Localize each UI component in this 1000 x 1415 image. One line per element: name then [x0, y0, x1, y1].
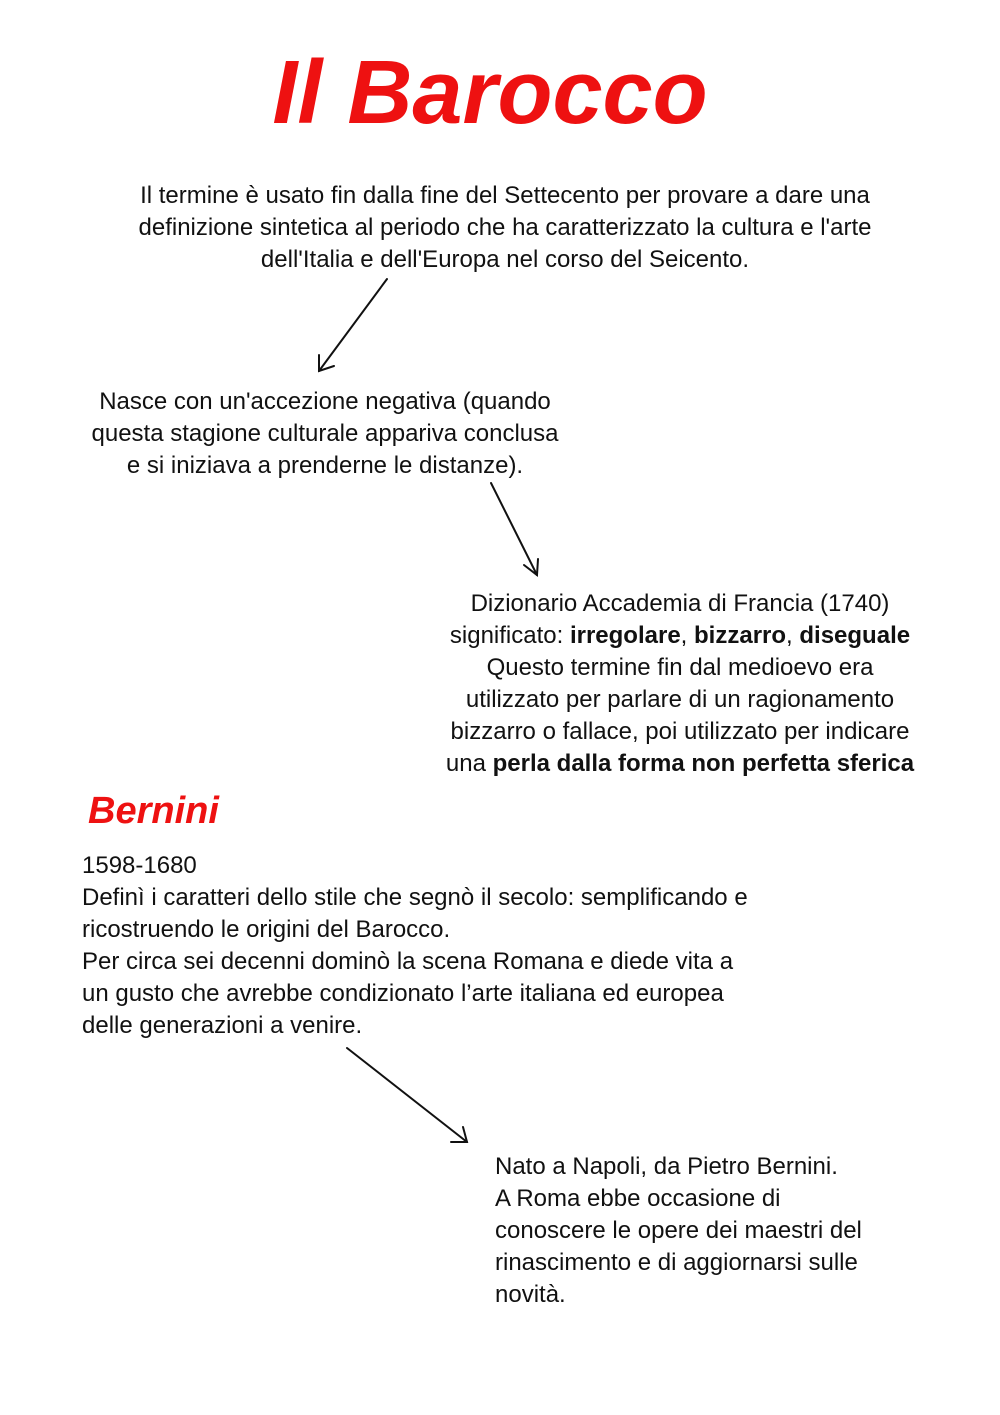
dictionary-line: bizzarro o fallace, poi utilizzato per indicare — [450, 718, 910, 745]
separator: , — [786, 622, 800, 649]
nasce-line: Nasce con un'accezione negativa (quando — [99, 388, 551, 415]
bernini-line: ricostruendo le origini del Barocco. — [82, 916, 451, 943]
napoli-line: conoscere le opere dei maestri del — [495, 1217, 862, 1244]
dictionary-source: Dizionario Accademia di Francia (1740) — [470, 590, 890, 617]
bernini-dates: 1598-1680 — [82, 852, 197, 879]
dictionary-line: Questo termine fin dal medioevo era — [486, 654, 874, 681]
page-title: Il Barocco — [272, 43, 708, 143]
napoli-line: novità. — [495, 1281, 566, 1308]
term-bizzarro: bizzarro — [694, 622, 787, 649]
napoli-line: rinascimento e di aggiornarsi sulle — [495, 1249, 858, 1276]
napoli-line: A Roma ebbe occasione di — [495, 1185, 781, 1212]
term-diseguale: diseguale — [799, 622, 911, 649]
bernini-line: Per circa sei decenni dominò la scena Romana e diede vita a — [82, 948, 734, 975]
nasce-line: e si iniziava a prenderne le distanze). — [126, 452, 524, 479]
pearl-definition: perla dalla forma non perfetta sferica — [492, 750, 915, 777]
meaning-label: significato: — [449, 622, 570, 649]
intro-line: dell'Italia e dell'Europa nel corso del Seicento. — [260, 246, 750, 273]
nasce-line: questa stagione culturale appariva conclusa — [91, 420, 559, 447]
separator: , — [680, 622, 695, 649]
pearl-prefix: una — [445, 750, 493, 777]
bernini-line: delle generazioni a venire. — [82, 1012, 363, 1039]
napoli-line: Nato a Napoli, da Pietro Bernini. — [495, 1153, 838, 1180]
intro-line: definizione sintetica al periodo che ha caratterizzato la cultura e l'arte — [138, 214, 872, 241]
intro-line: Il termine è usato fin dalla fine del Settecento per provare a dare una — [140, 182, 870, 209]
arrow-icon — [491, 483, 538, 575]
term-irregolare: irregolare — [569, 622, 681, 649]
bernini-line: un gusto che avrebbe condizionato l’arte italiana ed europea — [82, 980, 724, 1007]
arrow-icon — [319, 279, 387, 371]
arrow-icon — [347, 1048, 467, 1142]
bernini-line: Definì i caratteri dello stile che segnò il secolo: semplificando e — [82, 884, 748, 911]
dictionary-line: utilizzato per parlare di un ragionamento — [465, 686, 895, 713]
bernini-heading: Bernini — [88, 790, 219, 832]
